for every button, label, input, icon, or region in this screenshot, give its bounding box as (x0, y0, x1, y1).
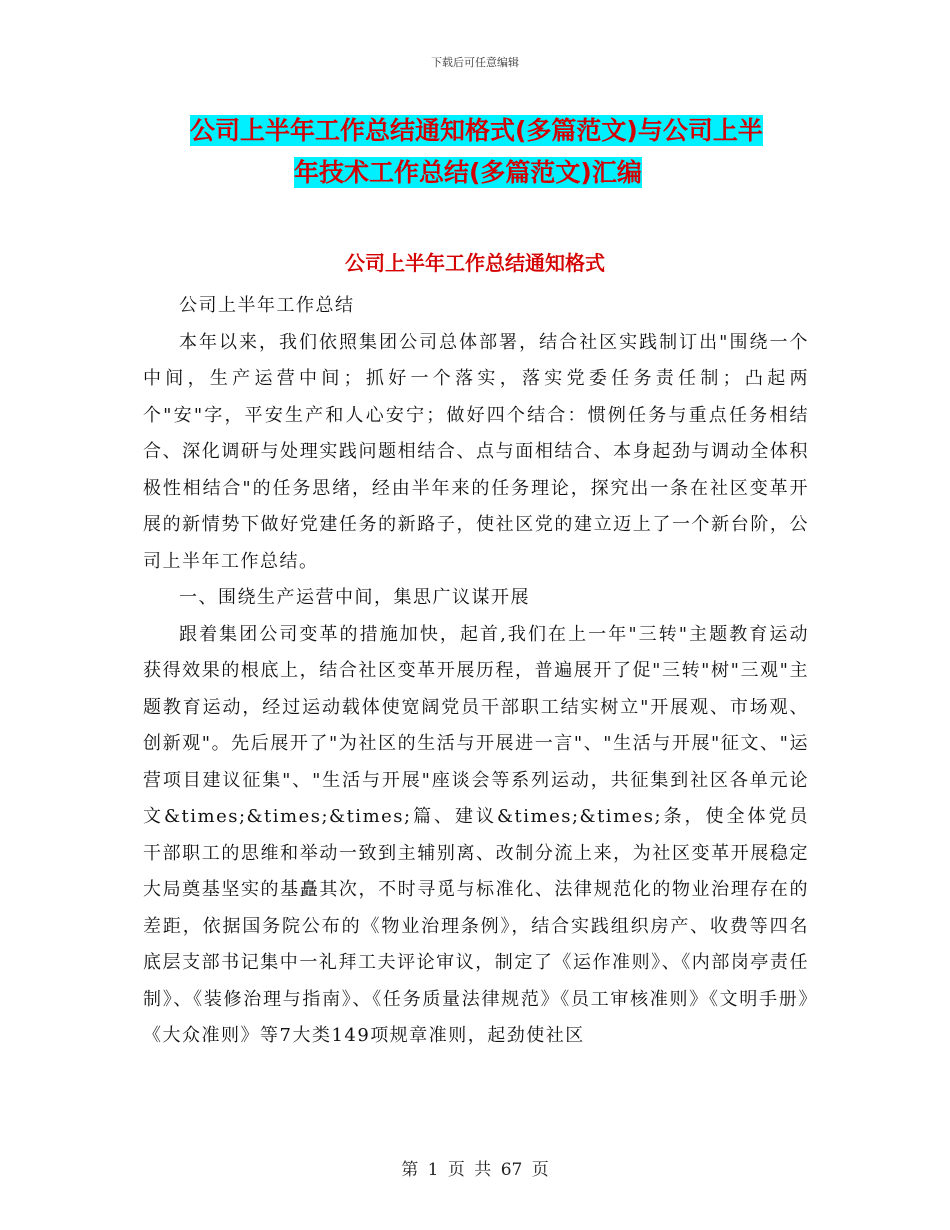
section-title: 公司上半年工作总结通知格式 (345, 251, 605, 275)
paragraph: 跟着集团公司变革的措施加快，起首,我们在上一年"三转"主题教育运动获得效果的根底上，结合社区变革开展历程，普遍展开了促"三转"树"三观"主题教育运动，经过运动载体使宽阔党员干部职工结实树立"开展观、市场观、创新观"。先后展开了"为社区的生活与开展进一言"、"生活与开展"征文、"运营项目建议征集"、"生活与开展"座谈会等系列运动，共征集到社区各单元论文&times;&times;&times;篇、建议&times;&times;条，使全体党员干部职工的思维和举动一致到主辅别离、改制分流上来，为社区变革开展稳定大局奠基坚实的基矗其次，不时寻觅与标准化、法律规范化的物业治理存在的差距，依据国务院公布的《物业治理条例》，结合实践组织房产、收费等四名底层支部书记集中一礼拜工夫评论审议，制定了《运作准则》、《内部岗亭责任制》、《装修治理与指南》、《任务质量法律规范》《员工审核准则》《文明手册》《大众准则》等7大类149项规章准则，起劲使社区 (143, 623, 809, 1046)
title-line-2-text: 年技术工作总结(多篇范文)汇编 (294, 158, 642, 187)
paragraph-heading: 公司上半年工作总结 (179, 295, 355, 316)
title-line-1 (150, 110, 850, 152)
document-body (143, 288, 809, 1055)
paragraph: 本年以来，我们依照集团公司总体部署，结合社区实践制订出"围绕一个中间，生产运营中间；抓好一个落实，落实党委任务责任制；凸起两个"安"字，平安生产和人心安宁；做好四个结合：惯例任务与重点任务相结合、深化调研与处理实践问题相结合、点与面相结合、本身起劲与调动全体积极性相结合"的任务思绪，经由半年来的任务理论，探究出一条在社区变革开展的新情势下做好党建任务的新路子，使社区党的建立迈上了一个新台阶，公司上半年工作总结。 (143, 331, 809, 572)
title-line-1-text: 公司上半年工作总结通知格式(多篇范文)与公司上半 (190, 116, 763, 145)
page-footer: 第 1 页 共 67 页 (401, 1160, 549, 1180)
document-title (150, 110, 850, 194)
header-note: 下载后可任意编辑 (431, 56, 519, 69)
paragraph-heading: 一、围绕生产运营中间，集思广议谋开展 (179, 587, 530, 608)
title-line-2 (150, 152, 850, 194)
